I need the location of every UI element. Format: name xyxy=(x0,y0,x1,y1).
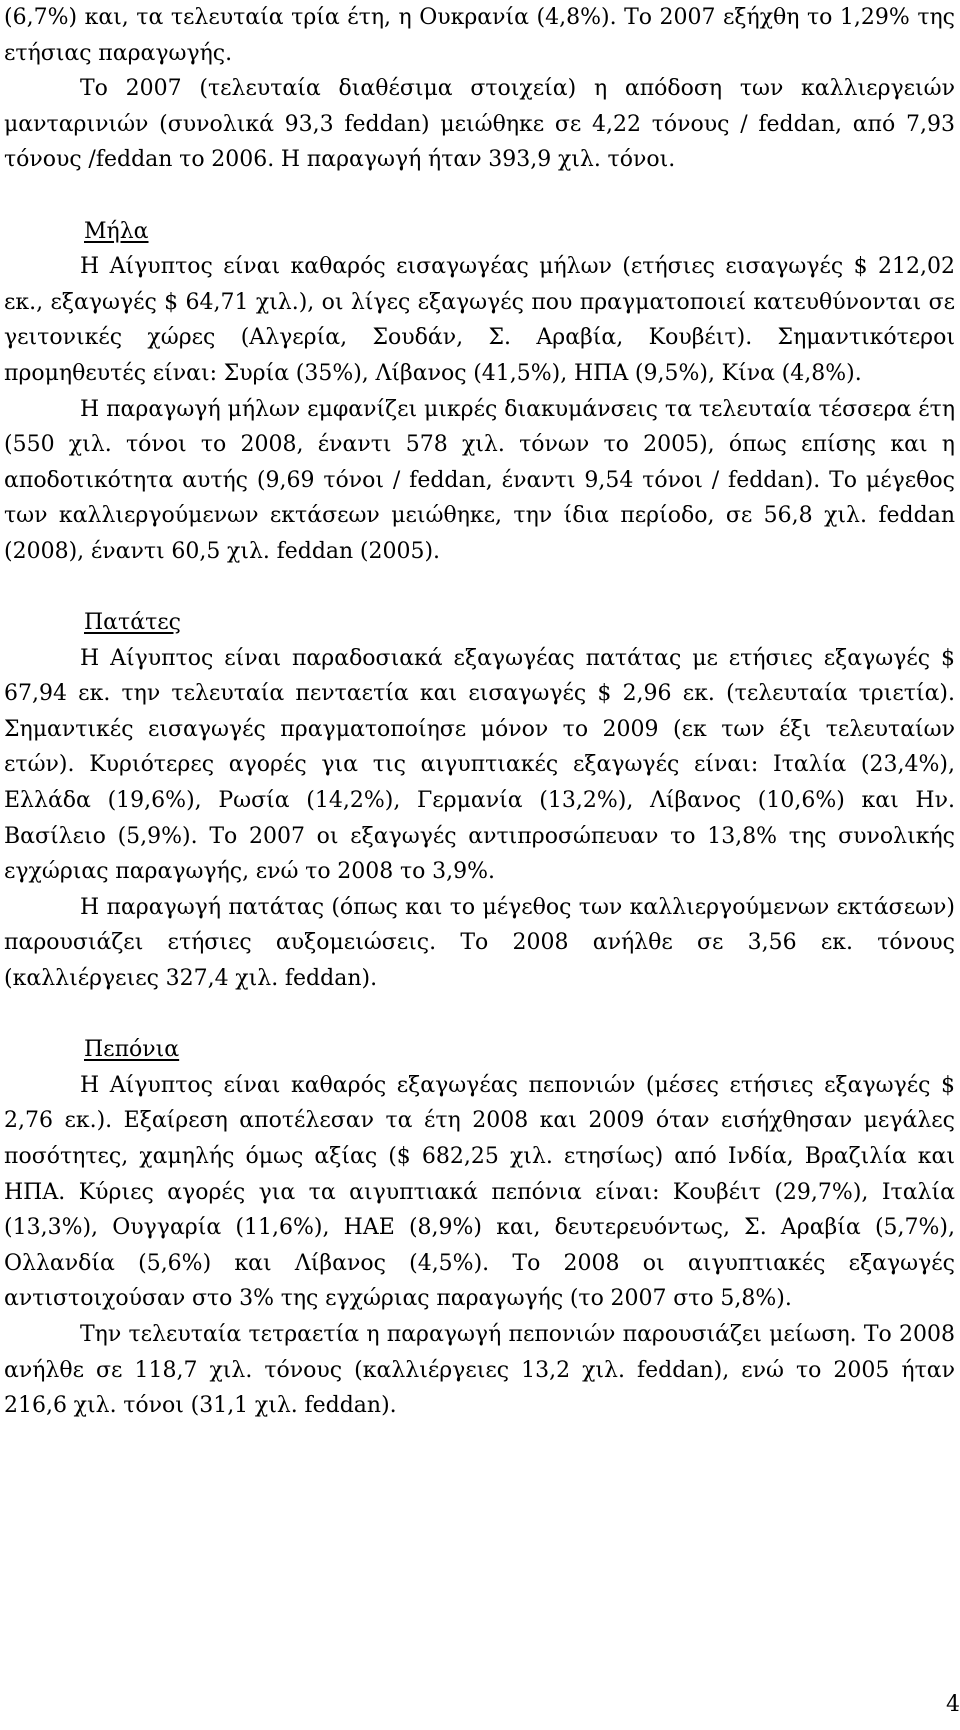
apples-paragraph-2: Η παραγωγή μήλων εμφανίζει μικρές διακυμάνσεις τα τελευταία τέσσερα έτη (550 χιλ. τόνοι το 2008, έναντι 578 χιλ. τόνων το 2005), όπως επίσης και η αποδοτικότητα αυτής (9,69 τόνοι / feddan, έναντι 9,54 τόνοι / feddan). Το μέγεθος των καλλιεργούμενων εκτάσεων μειώθηκε, την ίδια περίοδο, σε 56,8 χιλ. feddan (2008), έναντι 60,5 χιλ. feddan (2005). xyxy=(4,396,955,564)
intro-paragraph-2: Το 2007 (τελευταία διαθέσιμα στοιχεία) η απόδοση των καλλιεργειών μανταρινιών (συνολικά 93,3 feddan) μειώθηκε σε 4,22 τόνους / feddan, από 7,93 τόνους /feddan το 2006. Η παραγωγή ήταν 393,9 χιλ. τόνοι. xyxy=(4,76,955,173)
spacer xyxy=(4,997,955,1033)
section-heading-apples: Μήλα xyxy=(84,218,149,244)
section-apples xyxy=(4,214,955,570)
potatoes-paragraph-2: Η παραγωγή πατάτας (όπως και το μέγεθος των καλλιεργούμενων εκτάσεων) παρουσιάζει ετήσιες αυξομειώσεις. Το 2008 ανήλθε σε 3,56 εκ. τόνους (καλλιέργειες 327,4 χιλ. feddan). xyxy=(4,894,955,992)
section-heading-melons: Πεπόνια xyxy=(84,1037,180,1063)
apples-paragraph-1: Η Αίγυπτος είναι καθαρός εισαγωγέας μήλων (ετήσιες εισαγωγές $ 212,02 εκ., εξαγωγές $ 64,71 χιλ.), οι λίγες εξαγωγές που πραγματοποιεί κατευθύνονται σε γειτονικές χώρες (Αλγερία, Σουδάν, Σ. Αραβία, Κουβέιτ). Σημαντικότεροι προμηθευτές είναι: Συρία (35%), Λίβανος (41,5%), ΗΠΑ (9,5%), Κίνα (4,8%). xyxy=(4,254,955,386)
melons-paragraph-2: Την τελευταία τετραετία η παραγωγή πεπονιών παρουσιάζει μείωση. Το 2008 ανήλθε σε 118,7 χιλ. τόνους (καλλιέργειες 13,2 χιλ. feddan), ενώ το 2005 ήταν 216,6 χιλ. τόνοι (31,1 χιλ. feddan). xyxy=(4,1321,955,1419)
spacer xyxy=(4,570,955,606)
melons-paragraph-1: Η Αίγυπτος είναι καθαρός εξαγωγέας πεπονιών (μέσες ετήσιες εξαγωγές $ 2,76 εκ.). Εξαίρεση αποτέλεσαν τα έτη 2008 και 2009 όταν εισήχθησαν μεγάλες ποσότητες, χαμηλής όμως αξίας ($ 682,25 χιλ. ετησίως) από Ινδία, Βραζιλία και ΗΠΑ. Κύριες αγορές για τα αιγυπτιακά πεπόνια είναι: Κουβέιτ (29,7%), Ιταλία (13,3%), Ουγγαρία (11,6%), ΗΑΕ (8,9%) και, δευτερευόντως, Σ. Αραβία (5,7%), Ολλανδία (5,6%) και Λίβανος (4,5%). Το 2008 οι αιγυπτιακές εξαγωγές αντιστοιχούσαν στο 3% της εγχώριας παραγωγής (το 2007 στο 5,8%). xyxy=(4,1072,955,1312)
spacer xyxy=(4,178,955,214)
section-heading-potatoes: Πατάτες xyxy=(84,610,181,636)
section-potatoes xyxy=(4,605,955,997)
intro-paragraph-1: (6,7%) και, τα τελευταία τρία έτη, η Ουκρανία (4,8%). Το 2007 εξήχθη το 1,29% της ετήσιας παραγωγής. xyxy=(4,5,955,66)
section-melons xyxy=(4,1032,955,1424)
page-number: 4 xyxy=(946,1692,960,1717)
potatoes-paragraph-1: Η Αίγυπτος είναι παραδοσιακά εξαγωγέας πατάτας με ετήσιες εξαγωγές $ 67,94 εκ. την τελευταία πενταετία και εισαγωγές $ 2,96 εκ. (τελευταία τριετία). Σημαντικές εισαγωγές πραγματοποίησε μόνον το 2009 (εκ των έξι τελευταίων ετών). Κυριότερες αγορές για τις αιγυπτιακές εξαγωγές είναι: Ιταλία (23,4%), Ελλάδα (19,6%), Ρωσία (14,2%), Γερμανία (13,2%), Λίβανος (10,6%) και Ην. Βασίλειο (5,9%). Το 2007 οι εξαγωγές αντιπροσώπευαν το 13,8% της συνολικής εγχώριας παραγωγής, ενώ το 2008 το 3,9%. xyxy=(4,645,955,885)
